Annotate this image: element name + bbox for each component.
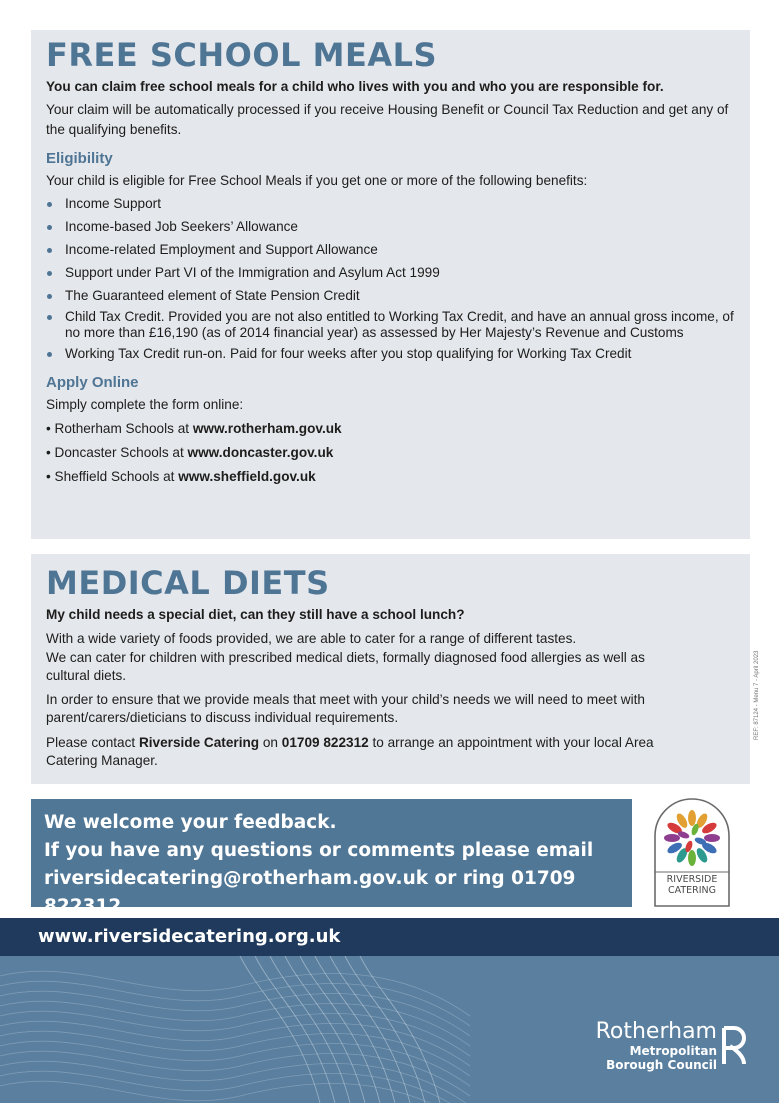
free-school-meals-lead: You can claim free school meals for a child who lives with you and who you are responsible for. — [46, 79, 664, 94]
apply-item-sheffield: • Sheffield Schools at www.sheffield.gov.uk — [46, 469, 316, 484]
free-school-meals-title: FREE SCHOOL MEALS — [46, 36, 438, 74]
medical-diets-paragraph-1b: We can cater for children with prescribed medical diets, formally diagnosed food allergies as well as cultural diets. — [46, 650, 645, 683]
free-school-meals-intro: Your claim will be automatically processed if you receive Housing Benefit or Council Tax Reduction and get any of the qualifying benefits. — [46, 102, 729, 137]
eligibility-item: Support under Part VI of the Immigration and Asylum Act 1999 — [46, 263, 736, 283]
medical-diets-lead: My child needs a special diet, can they still have a school lunch? — [46, 607, 465, 622]
bullet-icon — [47, 248, 52, 253]
bullet-icon — [47, 202, 52, 207]
bullet-icon — [47, 294, 52, 299]
feedback-line-1: We welcome your feedback. — [44, 812, 337, 833]
medical-diets-paragraph-3: Please contact Riverside Catering on 01709 822312 to arrange an appointment with your local Area Catering Manager. — [46, 735, 654, 768]
bullet-icon — [47, 271, 52, 276]
eligibility-item: The Guaranteed element of State Pension Credit — [46, 286, 736, 306]
rotherham-link[interactable]: www.rotherham.gov.uk — [192, 421, 342, 436]
sheffield-link[interactable]: www.sheffield.gov.uk — [178, 469, 316, 484]
feedback-line-3[interactable]: riversidecatering@rotherham.gov.uk or ring 01709 822312 — [44, 868, 576, 917]
feedback-panel — [31, 799, 632, 917]
footer-website-bar — [0, 918, 779, 956]
medical-diets-paragraph-1a: With a wide variety of foods provided, we are able to cater for a range of different tastes. — [46, 631, 577, 646]
apply-online-intro: Simply complete the form online: — [46, 397, 244, 412]
apply-online-heading: Apply Online — [46, 374, 139, 391]
bullet-icon — [47, 352, 52, 357]
apply-item-rotherham: • Rotherham Schools at www.rotherham.gov.uk — [46, 421, 342, 436]
eligibility-list — [46, 194, 736, 364]
footer — [0, 918, 779, 1103]
eligibility-item: Income Support — [46, 194, 736, 214]
logo-text: RIVERSIDE CATERING — [666, 874, 718, 896]
eligibility-intro: Your child is eligible for Free School Meals if you get one or more of the following benefits: — [46, 173, 588, 188]
eligibility-item: Income-based Job Seekers’ Allowance — [46, 217, 736, 237]
feedback-line-2: If you have any questions or comments please email — [44, 840, 594, 861]
eligibility-item: Income-related Employment and Support Allowance — [46, 240, 736, 260]
website-link[interactable]: www.riversidecatering.org.uk — [38, 926, 341, 947]
medical-diets-paragraph-2: In order to ensure that we provide meals that meet with your child’s needs we will need to meet with parent/carers/dieticians to discuss individual requirements. — [46, 692, 645, 725]
eligibility-item: Child Tax Credit. Provided you are not also entitled to Working Tax Credit, and have an annual gross income, of no more than £16,190 (as of 2014 financial year) as assessed by Her Majesty’s Revenue and Customs — [46, 309, 736, 341]
reference-code: REF: 87124 - Menu 7 - April 2023 — [754, 650, 760, 740]
bullet-icon — [47, 315, 52, 320]
council-r-logo-icon — [722, 1026, 746, 1066]
eligibility-item: Working Tax Credit run-on. Paid for four weeks after you stop qualifying for Working Tax Credit — [46, 344, 736, 364]
free-school-meals-panel — [31, 30, 750, 539]
riverside-catering-logo — [652, 796, 732, 908]
medical-diets-panel — [31, 554, 750, 784]
eligibility-heading: Eligibility — [46, 150, 113, 167]
bullet-icon — [47, 225, 52, 230]
council-name: Rotherham Metropolitan Borough Council — [595, 1019, 717, 1072]
apply-item-doncaster: • Doncaster Schools at www.doncaster.gov.uk — [46, 445, 334, 460]
doncaster-link[interactable]: www.doncaster.gov.uk — [187, 445, 334, 460]
medical-diets-title: MEDICAL DIETS — [46, 564, 330, 602]
apply-online-list — [46, 419, 736, 487]
